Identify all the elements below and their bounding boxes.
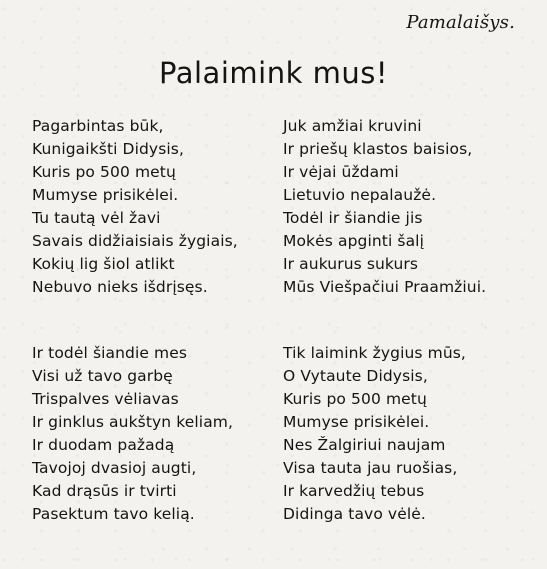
poem-line: Visi už tavo garbę: [32, 367, 173, 385]
poem-line: Nes Žalgiriui naujam: [283, 436, 446, 454]
stanza-1-left-column: [32, 115, 277, 299]
poem-line: Ir karvedžių tebus: [283, 482, 425, 500]
poem-line: Kunigaikšti Didysis,: [32, 140, 184, 158]
poem-line: Lietuvio nepalaužė.: [283, 186, 437, 204]
poem-line: Kuris po 500 metų: [283, 390, 427, 408]
poem-line: Kuris po 500 metų: [32, 163, 176, 181]
poem-line: O Vytaute Didysis,: [283, 367, 428, 385]
poem-line: Didinga tavo vėlė.: [283, 505, 426, 523]
poem-line: Mūs Viešpačiui Praamžiui.: [283, 278, 487, 296]
poem-line: Mokės apginti šalį: [283, 232, 424, 250]
poem-line: Ir todėl šiandie mes: [32, 344, 188, 362]
poem-line: Todėl ir šiandie jis: [283, 209, 423, 227]
poem-line: Kokių lig šiol atlikt: [32, 255, 175, 273]
stanza-2-right-column: [283, 342, 533, 526]
author-name: Pamalaišys.: [406, 12, 515, 33]
poem-line: Mumyse prisikėlei.: [283, 413, 430, 431]
poem-line: Tu tautą vėl žavi: [32, 209, 161, 227]
poem-line: Ir aukurus sukurs: [283, 255, 419, 273]
poem-line: Trispalves vėliavas: [32, 390, 179, 408]
poem-line: Nebuvo nieks išdrįsęs.: [32, 278, 208, 296]
poem-line: Pagarbintas būk,: [32, 117, 164, 135]
poem-line: Pasektum tavo kelią.: [32, 505, 195, 523]
poem-line: Ir priešų klastos baisios,: [283, 140, 473, 158]
poem-line: Juk amžiai kruvini: [283, 117, 422, 135]
poem-line: Ir duodam pažadą: [32, 436, 175, 454]
stanza-2-left-column: [32, 342, 277, 526]
poem-line: Mumyse prisikėlei.: [32, 186, 179, 204]
poem-line: Ir vėjai ūždami: [283, 163, 399, 181]
poem-line: Tik laimink žygius mūs,: [283, 344, 466, 362]
stanza-1-right-column: [283, 115, 533, 299]
poem-line: Ir ginklus aukštyn keliam,: [32, 413, 234, 431]
poem-line: Kad drąsūs ir tvirti: [32, 482, 177, 500]
poem-line: Visa tauta jau ruošias,: [283, 459, 458, 477]
poem-line: Tavojoj dvasioj augti,: [32, 459, 197, 477]
poem-line: Savais didžiaisiais žygiais,: [32, 232, 238, 250]
poem-title: Palaimink mus!: [159, 56, 388, 90]
